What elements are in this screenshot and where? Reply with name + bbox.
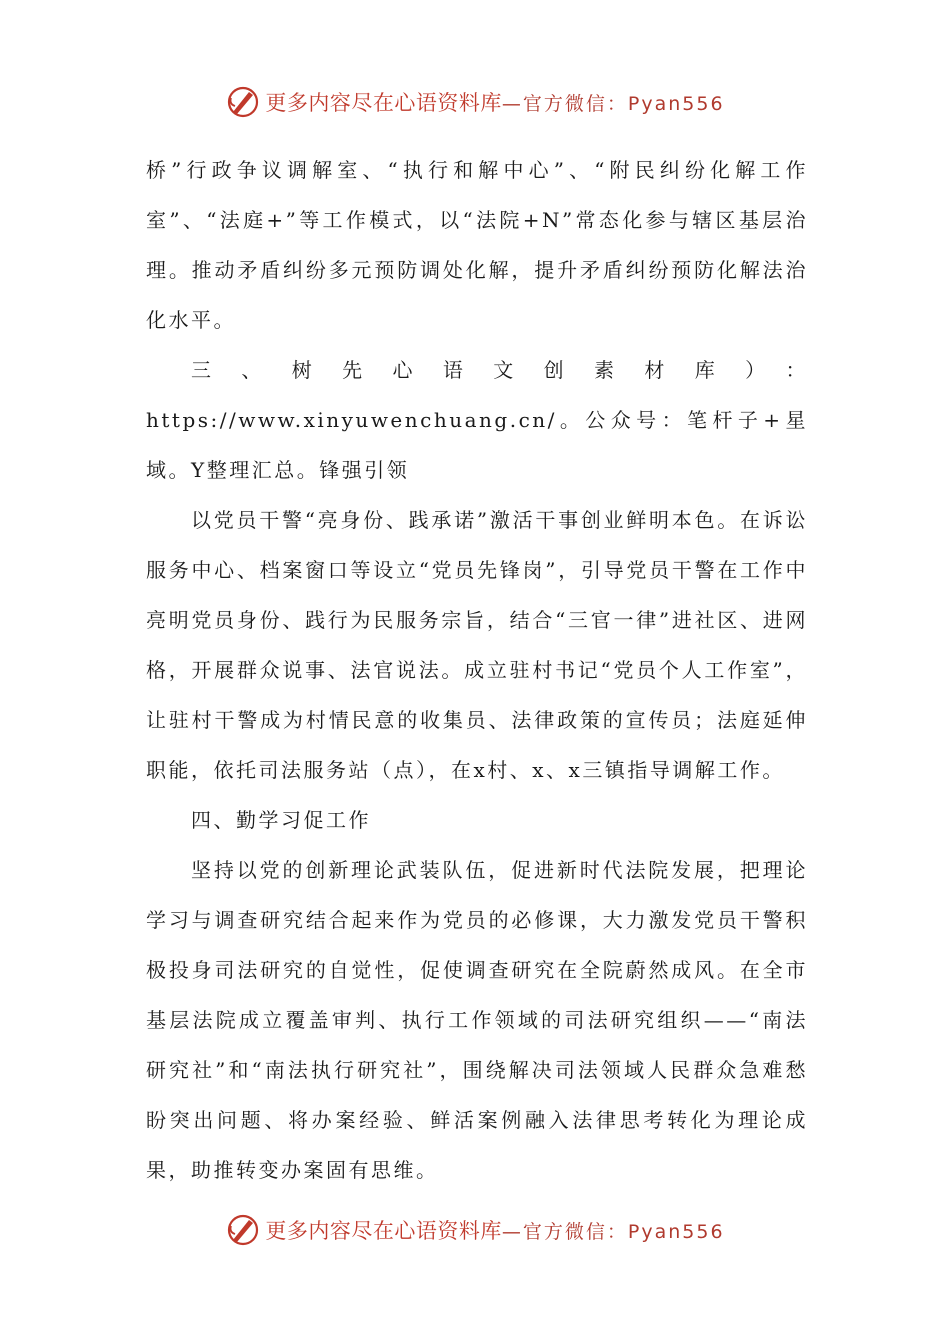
- banner-contact: —官方微信：Pyan556: [501, 92, 725, 115]
- paragraph: 以党员干警“亮身份、践承诺”激活干事创业鲜明本色。在诉讼服务中心、档案窗口等设立“党员先锋岗”，引导党员干警在工作中亮明党员身份、践行为民服务宗旨，结合“三官一律”进社区、进网格，开展群众说事、法官说法。成立驻村书记“党员个人工作室”，让驻村干警成为村情民意的收集员、法律政策的宣传员；法庭延伸职能，依托司法服务站（点），在x村、x、x三镇指导调解工作。: [146, 508, 808, 782]
- banner-title: 更多内容尽在心语资料库: [265, 1219, 502, 1243]
- document-body: [146, 145, 808, 1195]
- header-banner: [0, 82, 950, 122]
- paragraph: 坚持以党的创新理论武装队伍，促进新时代法院发展，把理论学习与调查研究结合起来作为党员的必修课，大力激发党员干警积极投身司法研究的自觉性，促使调查研究在全院蔚然成风。在全市基层法院成立覆盖审判、执行工作领域的司法研究组织——“南法研究社”和“南法执行研究社”，围绕解决司法领域人民群众急难愁盼突出问题、将办案经验、鲜活案例融入法律思考转化为理论成果，助推转变办案固有思维。: [146, 858, 808, 1182]
- banner-contact: —官方微信：Pyan556: [501, 1220, 725, 1243]
- section-heading: 三、树先心语文创素材库）：https://www.xinyuwenchuang.cn/。公众号：笔杆子+星域。Y整理汇总。锋强引领: [146, 358, 808, 482]
- section-heading: 四、勤学习促工作: [191, 808, 371, 832]
- paragraph: 桥”行政争议调解室、“执行和解中心”、“附民纠纷化解工作室”、“法庭+”等工作模式，以“法院+N”常态化参与辖区基层治理。推动矛盾纠纷多元预防调处化解，提升矛盾纠纷预防化解法治化水平。: [146, 158, 808, 332]
- footer-banner: [0, 1210, 950, 1250]
- pen-logo-icon: [225, 84, 261, 120]
- pen-logo-icon: [225, 1212, 261, 1248]
- banner-title: 更多内容尽在心语资料库: [265, 91, 502, 115]
